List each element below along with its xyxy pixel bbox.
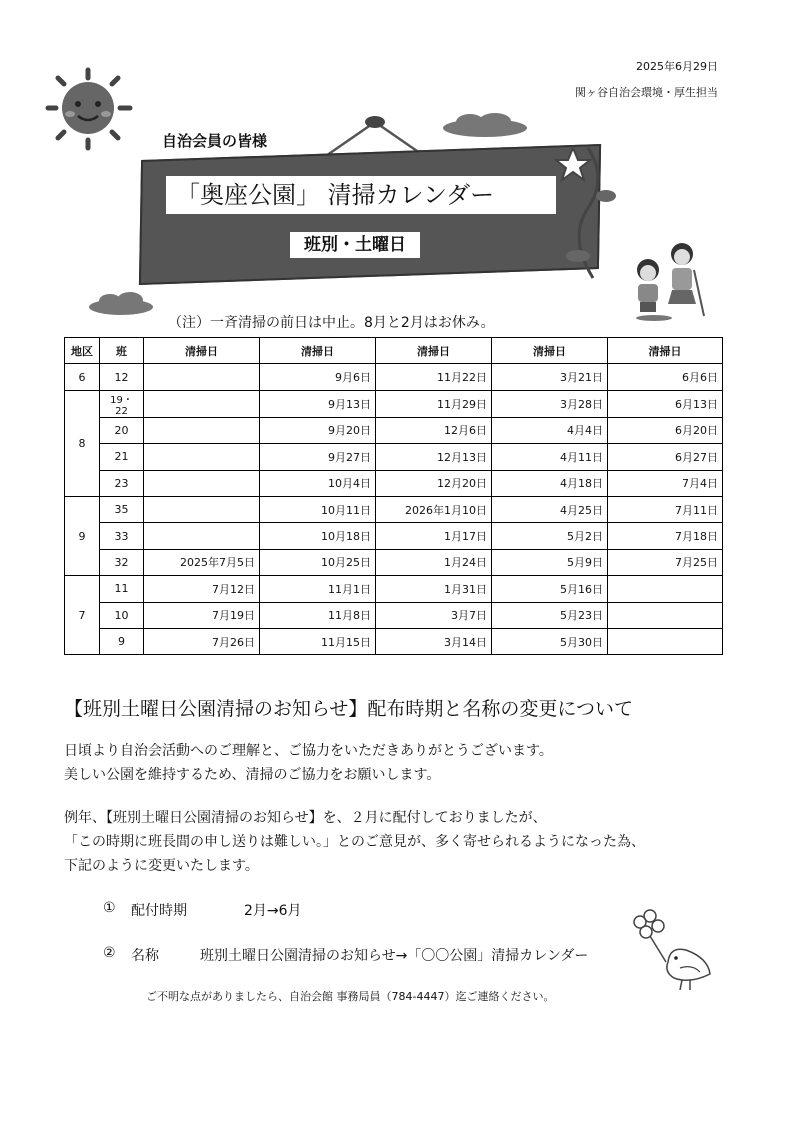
district-cell: 7 [65, 576, 100, 655]
date-cell: 7月26日 [144, 628, 260, 654]
date-cell: 3月21日 [492, 364, 608, 390]
date-cell: 5月30日 [492, 628, 608, 654]
date-cell [144, 470, 260, 496]
date-cell [608, 576, 723, 602]
han-cell: 12 [100, 364, 144, 390]
date-cell: 2025年7月5日 [144, 549, 260, 575]
item-label: 名称 [131, 948, 159, 964]
date-cell: 9月20日 [260, 417, 376, 443]
district-cell: 8 [65, 390, 100, 496]
date-cell: 6月6日 [608, 364, 723, 390]
column-header: 班 [100, 338, 144, 364]
date-cell: 6月27日 [608, 444, 723, 470]
date-cell [608, 602, 723, 628]
table-row [65, 444, 723, 470]
item-label: 配付時期 [131, 903, 187, 919]
title-board [140, 152, 600, 277]
date-cell: 5月2日 [492, 523, 608, 549]
date-cell: 3月28日 [492, 390, 608, 417]
date-cell: 11月1日 [260, 576, 376, 602]
date-cell: 10月25日 [260, 549, 376, 575]
board-background [139, 144, 601, 285]
han-cell: 9 [100, 628, 144, 654]
han-cell: 21 [100, 444, 144, 470]
paragraph-line: 日頃より自治会活動へのご理解と、ご協力をいただきありがとうございます。 [64, 743, 553, 759]
table-row [65, 364, 723, 390]
cleaning-calendar-table [64, 337, 723, 655]
date-cell: 1月31日 [376, 576, 492, 602]
date-cell [144, 364, 260, 390]
date-cell: 3月7日 [376, 602, 492, 628]
han-cell: 11 [100, 576, 144, 602]
date-cell: 7月25日 [608, 549, 723, 575]
date-cell: 5月16日 [492, 576, 608, 602]
date-cell: 9月27日 [260, 444, 376, 470]
paragraph-line: 「この時期に班長間の申し送りは難しい。」とのご意見が、多く寄せられるようになった為、 [64, 834, 645, 850]
cloud-illustration [86, 290, 156, 316]
district-cell: 9 [65, 496, 100, 575]
date-cell: 1月17日 [376, 523, 492, 549]
date-cell [144, 496, 260, 522]
han-cell: 10 [100, 602, 144, 628]
issue-date: 2025年6月29日 [636, 60, 718, 73]
table-row [65, 523, 723, 549]
date-cell [608, 628, 723, 654]
han-cell: 20 [100, 417, 144, 443]
date-cell: 6月13日 [608, 390, 723, 417]
column-header: 清掃日 [260, 338, 376, 364]
han-cell: 33 [100, 523, 144, 549]
date-cell: 7月11日 [608, 496, 723, 522]
vine-illustration [548, 138, 618, 288]
table-row [65, 470, 723, 496]
item-number: ② [103, 945, 116, 961]
han-cell: 19・22 [100, 390, 144, 417]
table-row [65, 496, 723, 522]
date-cell: 5月23日 [492, 602, 608, 628]
addressee: 自治会員の皆様 [162, 132, 268, 150]
table-row [65, 628, 723, 654]
paragraph-line: 美しい公園を維持するため、清掃のご協力をお願いします。 [64, 767, 441, 783]
district-cell: 6 [65, 364, 100, 390]
sun-illustration [40, 62, 136, 152]
table-row [65, 390, 723, 417]
date-cell: 4月25日 [492, 496, 608, 522]
date-cell [144, 417, 260, 443]
date-cell: 11月15日 [260, 628, 376, 654]
date-cell: 10月18日 [260, 523, 376, 549]
date-cell [144, 444, 260, 470]
date-cell: 10月11日 [260, 496, 376, 522]
date-cell: 7月19日 [144, 602, 260, 628]
date-cell: 3月14日 [376, 628, 492, 654]
date-cell: 12月20日 [376, 470, 492, 496]
page-title: 「奥座公園」 清掃カレンダー [166, 176, 556, 214]
table-row [65, 602, 723, 628]
column-header: 清掃日 [376, 338, 492, 364]
date-cell: 7月18日 [608, 523, 723, 549]
han-cell: 32 [100, 549, 144, 575]
table-header-row [65, 338, 723, 364]
notice-heading: 【班別土曜日公園清掃のお知らせ】配布時期と名称の変更について [64, 698, 634, 720]
han-cell: 23 [100, 470, 144, 496]
date-cell: 11月22日 [376, 364, 492, 390]
date-cell: 10月4日 [260, 470, 376, 496]
column-header: 清掃日 [144, 338, 260, 364]
date-cell: 4月11日 [492, 444, 608, 470]
contact-footer: ご不明な点がありましたら、自治会館 事務局員（784-4447）迄ご連絡ください。 [146, 990, 555, 1003]
date-cell: 5月9日 [492, 549, 608, 575]
children-cleaning-illustration [624, 240, 714, 324]
date-cell: 9月13日 [260, 390, 376, 417]
date-cell: 9月6日 [260, 364, 376, 390]
date-cell [144, 523, 260, 549]
date-cell: 7月12日 [144, 576, 260, 602]
date-cell: 4月4日 [492, 417, 608, 443]
date-cell: 12月13日 [376, 444, 492, 470]
calendar-note: （注）一斉清掃の前日は中止。8月と2月はお休み。 [168, 315, 495, 331]
table-row [65, 576, 723, 602]
table-row [65, 549, 723, 575]
date-cell: 4月18日 [492, 470, 608, 496]
column-header: 地区 [65, 338, 100, 364]
item-number: ① [103, 900, 116, 916]
date-cell: 12月6日 [376, 417, 492, 443]
column-header: 清掃日 [492, 338, 608, 364]
date-cell: 7月4日 [608, 470, 723, 496]
date-cell: 11月29日 [376, 390, 492, 417]
item-value: 班別土曜日公園清掃のお知らせ→「〇〇公園」清掃カレンダー [200, 948, 589, 964]
page-subtitle: 班別・土曜日 [290, 232, 420, 258]
date-cell: 6月20日 [608, 417, 723, 443]
date-cell: 11月8日 [260, 602, 376, 628]
date-cell: 2026年1月10日 [376, 496, 492, 522]
bird-illustration [630, 906, 714, 996]
paragraph-line: 例年、【班別土曜日公園清掃のお知らせ】を、２月に配付しておりましたが、 [64, 810, 547, 826]
column-header: 清掃日 [608, 338, 723, 364]
cloud-illustration [440, 112, 530, 138]
date-cell: 1月24日 [376, 549, 492, 575]
table-row [65, 417, 723, 443]
date-cell [144, 390, 260, 417]
paragraph-line: 下記のように変更いたします。 [64, 858, 259, 874]
department: 関ヶ谷自治会環境・厚生担当 [575, 86, 718, 99]
han-cell: 35 [100, 496, 144, 522]
item-value: 2月→6月 [244, 903, 302, 919]
